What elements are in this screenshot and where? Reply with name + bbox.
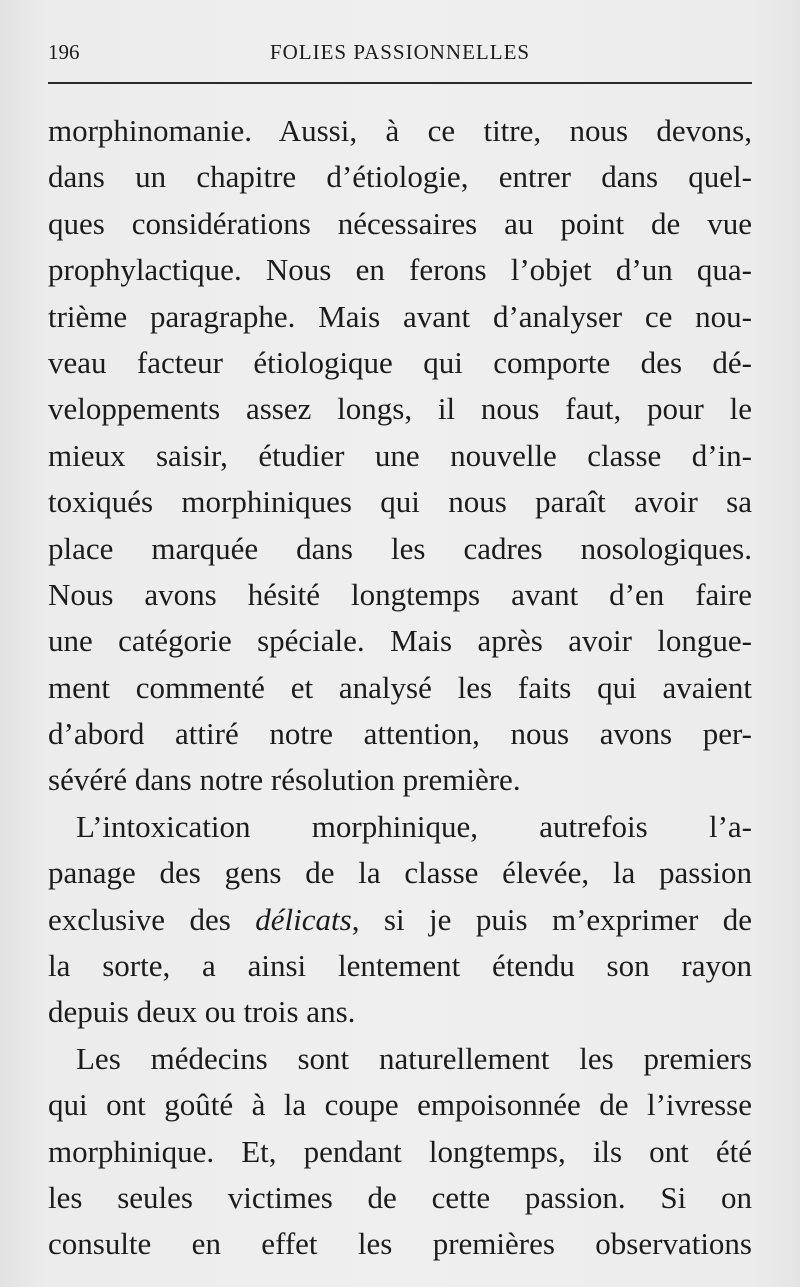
body-text [48,108,752,1268]
paragraph-end-line: sévéré dans notre résolution première. [48,762,521,798]
text-line: qui ont goûté à la coupe empoisonnée de l’ivresse [48,1087,752,1123]
text-line: ques considérations nécessaires au point de vue [48,205,752,241]
text-line: la sorte, a ainsi lentement étendu son rayon [48,948,752,984]
text-line-with-italic [48,897,752,943]
header-rule [48,82,752,84]
text-line: panage des gens de la classe élevée, la passion [48,855,752,891]
text-line: veloppements assez longs, il nous faut, pour le [48,391,752,427]
text-line: d’abord attiré notre attention, nous avons per- [48,716,752,752]
text-line: ment commenté et analysé les faits qui avaient [48,669,752,705]
paragraph-start-line: Les médecins sont naturellement les premiers [76,1040,752,1076]
italic-word: délicats [255,901,352,937]
paragraph-start-line: L’intoxication morphinique, autrefois l’a- [76,808,752,844]
text-line: une catégorie spéciale. Mais après avoir longue- [48,623,752,659]
text-line: trième paragraphe. Mais avant d’analyser ce nou- [48,298,752,334]
text-line: prophylactique. Nous en ferons l’objet d’un qua- [48,252,752,288]
text-line: les seules victimes de cette passion. Si on [48,1179,752,1215]
text-line: morphinomanie. Aussi, à ce titre, nous devons, [48,113,752,148]
text-line: veau facteur étiologique qui comporte des dé- [48,344,752,380]
paragraph-end-line: depuis deux ou trois ans. [48,994,356,1030]
text-line: mieux saisir, étudier une nouvelle classe d’in- [48,437,752,473]
text-segment: , si je puis m’exprimer de [351,901,753,937]
text-line: toxiqués morphiniques qui nous paraît avoir sa [48,484,752,520]
text-line: dans un chapitre d’étiologie, entrer dans quel- [48,159,752,195]
page-number: 196 [48,40,80,64]
text-line: place marquée dans les cadres nosologiques. [48,530,752,566]
text-line: morphinique. Et, pendant longtemps, ils ont été [48,1133,752,1169]
text-line: consulte en effet les premières observations [48,1226,752,1262]
text-segment: exclusive des [48,901,256,937]
page-header [48,36,752,76]
text-line: Nous avons hésité longtemps avant d’en faire [48,576,752,612]
running-title: FOLIES PASSIONNELLES [269,40,531,64]
